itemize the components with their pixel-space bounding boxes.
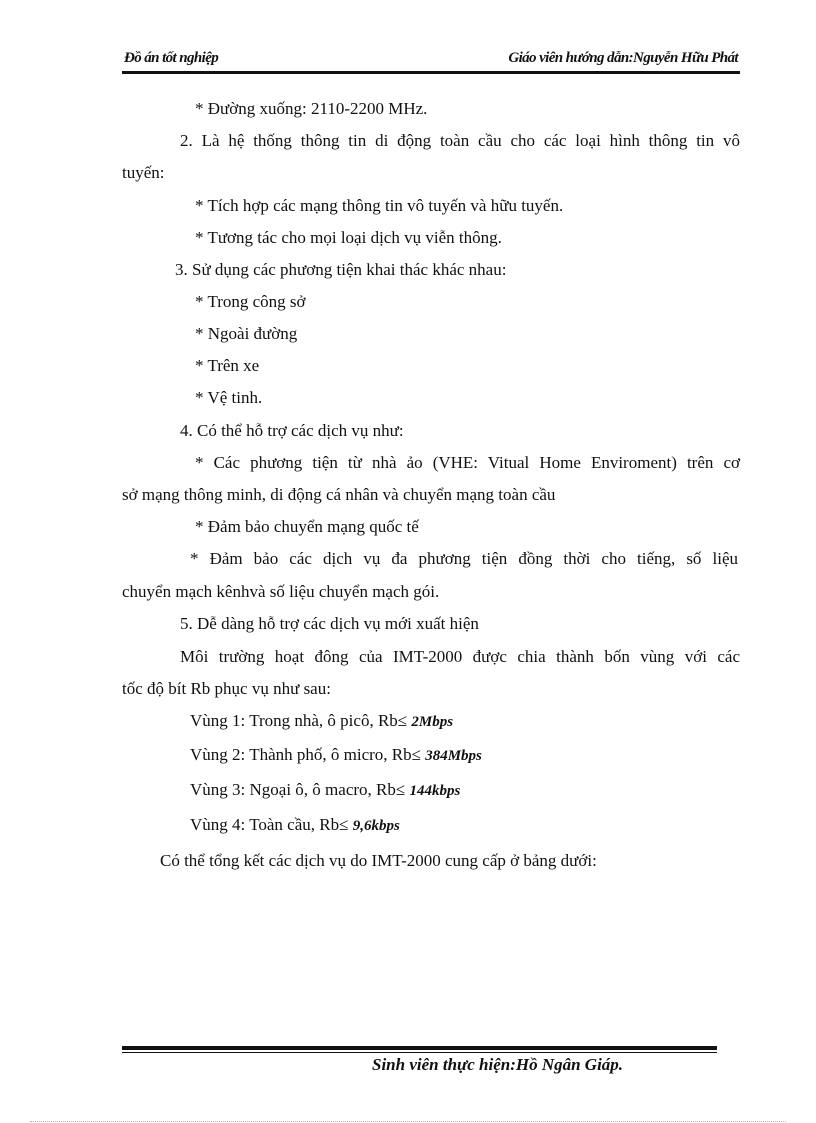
paragraph-line: * Tương tác cho mọi loại dịch vụ viễn thông.: [195, 228, 502, 247]
paragraph-line: 5. Dễ dàng hỗ trợ các dịch vụ mới xuất hiện: [180, 614, 479, 633]
zone-line: [190, 815, 400, 836]
footer-rule-thin: [122, 1052, 717, 1053]
zone-rate: 2Mbps: [411, 714, 454, 730]
zone-rate: 384Mbps: [425, 748, 482, 764]
zone-text: Vùng 4: Toàn cầu, Rb≤: [190, 815, 353, 834]
footer-rule: [122, 1046, 717, 1050]
page-edge-divider: [30, 1121, 786, 1122]
paragraph-line: * Đảm bảo chuyển mạng quốc tế: [195, 517, 419, 536]
footer-author: Sinh viên thực hiện:Hồ Ngân Giáp.: [372, 1055, 624, 1074]
paragraph-line: 3. Sử dụng các phương tiện khai thác khác nhau:: [175, 260, 507, 279]
header-rule: [122, 71, 740, 74]
zone-text: Vùng 1: Trong nhà, ô picô, Rb≤: [190, 711, 412, 730]
paragraph-line: tuyến:: [122, 163, 165, 182]
zone-line: [190, 745, 482, 766]
zone-rate: 9,6kbps: [352, 818, 400, 834]
header-title: Đồ án tốt nghiệp: [124, 50, 219, 66]
paragraph-line: Môi trường hoạt đông của IMT-2000 được chia thành bốn vùng với các: [180, 647, 740, 666]
paragraph-line: * Tích hợp các mạng thông tin vô tuyến và hữu tuyến.: [195, 196, 564, 215]
paragraph-line: * Đảm bảo các dịch vụ đa phương tiện đồng thời cho tiếng, số liệu: [190, 549, 738, 568]
paragraph-line: * Trên xe: [195, 356, 260, 375]
paragraph-line: chuyển mạch kênhvà số liệu chuyển mạch gói.: [122, 582, 440, 601]
zone-line: [190, 780, 460, 801]
zone-text: Vùng 2: Thành phố, ô micro, Rb≤: [190, 745, 426, 764]
paragraph-line: * Đường xuống: 2110-2200 MHz.: [195, 99, 428, 118]
header-supervisor: Giáo viên hướng dẫn:Nguyễn Hữu Phát: [508, 50, 738, 66]
paragraph-line: * Trong công sở: [195, 292, 306, 311]
paragraph-line: 2. Là hệ thống thông tin di động toàn cầu cho các loại hình thông tin vô: [180, 131, 740, 150]
paragraph-line: tốc độ bít Rb phục vụ như sau:: [122, 679, 331, 698]
zone-text: Vùng 3: Ngoại ô, ô macro, Rb≤: [190, 780, 410, 799]
paragraph-line: Có thể tổng kết các dịch vụ do IMT-2000 cung cấp ở bảng dưới:: [160, 851, 597, 870]
paragraph-line: * Vệ tinh.: [195, 388, 263, 407]
zone-rate: 144kbps: [409, 783, 461, 799]
page-header: [122, 50, 740, 72]
paragraph-line: sở mạng thông minh, di động cá nhân và chuyển mạng toàn cầu: [122, 485, 556, 504]
paragraph-line: * Các phương tiện từ nhà ảo (VHE: Vitual Home Enviroment) trên cơ: [195, 453, 740, 472]
zone-line: [190, 711, 453, 732]
paragraph-line: 4. Có thể hỗ trợ các dịch vụ như:: [180, 421, 404, 440]
paragraph-line: * Ngoài đường: [195, 324, 298, 343]
